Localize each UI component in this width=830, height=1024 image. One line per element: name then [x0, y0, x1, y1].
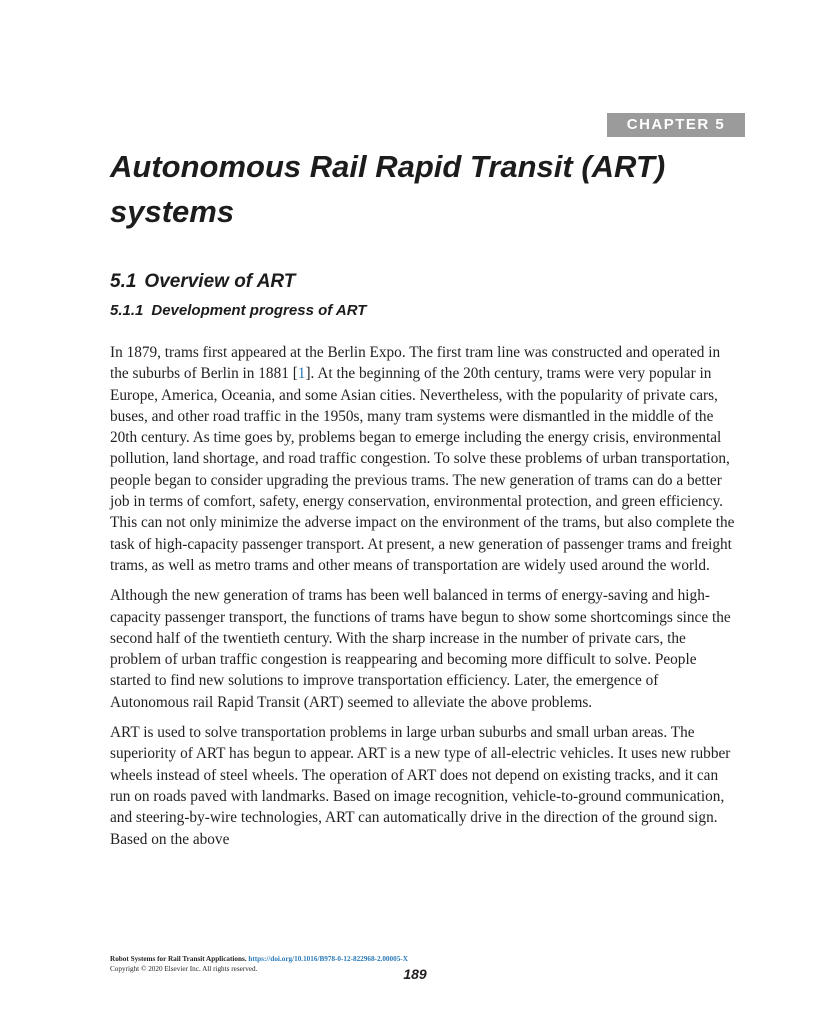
- chapter-title: Autonomous Rail Rapid Transit (ART) systems: [110, 149, 666, 229]
- citation-link-1[interactable]: 1: [297, 365, 306, 383]
- subsection-title: Development progress of ART: [151, 302, 367, 319]
- copyright-notice: Copyright © 2020 Elsevier Inc. All rights reserved.: [110, 965, 258, 973]
- paragraph-3: ART is used to solve transportation problems in large urban suburbs and small urban areas. The superiority of ART has begun to appear. ART is a new type of all-electric vehicles. It uses new rubber wheels instead of steel wheels. The operation of ART does not depend on existing tracks, and it can run on roads paved with landmarks. Based on image recognition, vehicle-to-ground communication, and steering-by-wire technologies, ART can automatically drive in the direction of the ground sign. Based on the above: [110, 724, 731, 848]
- page-number: 189: [403, 966, 427, 982]
- subsection-number: 5.1.1: [110, 302, 144, 319]
- book-title: Robot Systems for Rail Transit Applications.: [110, 955, 247, 963]
- section-title: Overview of ART: [144, 271, 296, 292]
- paragraph-2: Although the new generation of trams has been well balanced in terms of energy-saving and high-capacity passenger transport, the functions of trams have begun to show some shortcomings since the second half of the twentieth century. With the sharp increase in the number of private cars, the problem of urban traffic congestion is reappearing and becoming more difficult to solve. People started to find new solutions to improve transportation efficiency. Later, the emergence of Autonomous rail Rapid Transit (ART) seemed to alleviate the above problems.: [110, 587, 731, 711]
- section-number: 5.1: [110, 271, 137, 292]
- doi-link[interactable]: https://doi.org/10.1016/B978-0-12-822968-2.00005-X: [248, 955, 408, 963]
- section-heading: [110, 271, 295, 293]
- chapter-badge: CHAPTER 5: [607, 113, 745, 137]
- body-text: [110, 342, 735, 859]
- subsection-heading: [110, 302, 366, 319]
- paragraph-1-part-a: In 1879, trams first appeared at the Berlin Expo. The first tram line was constructed and operated in the suburbs of Berlin in 1881 [: [110, 344, 721, 383]
- paragraph-1: [110, 342, 735, 576]
- paragraph-1-part-b: ]. At the beginning of the 20th century, trams were very popular in Europe, America, Oceania, and some Asian cities. Nevertheless, with the popularity of private cars, buses, and other road traffic in the 1950s, many tram systems were dismantled in the middle of the 20th century. As time goes by, problems began to emerge including the energy crisis, environmental pollution, land shortage, and road traffic congestion. To solve these problems of urban transportation, people began to consider upgrading the previous trams. The new generation of trams can do a better job in terms of comfort, safety, energy conservation, environmental protection, and green efficiency. This can not only minimize the adverse impact on the environment of the trams, but also complete the task of high-capacity passenger transport. At present, a new generation of passenger trams and freight trams, as well as metro trams and other means of transportation are widely used around the world.: [110, 365, 735, 574]
- footer-citation: [110, 954, 735, 964]
